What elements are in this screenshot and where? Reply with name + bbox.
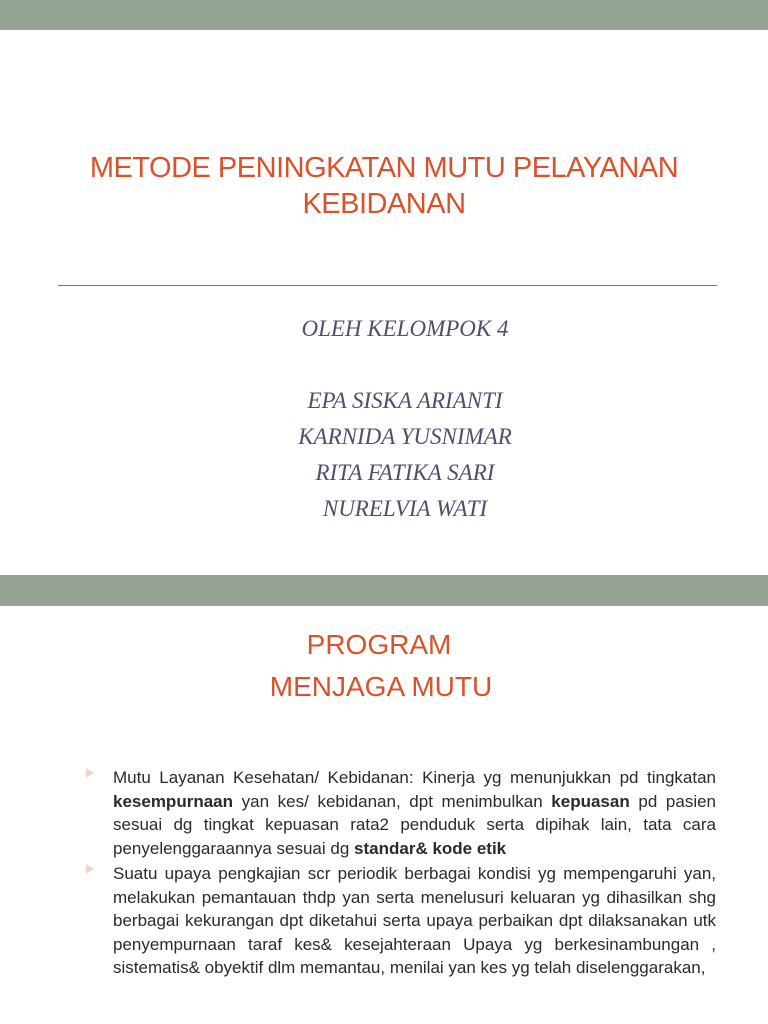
- top-band: [0, 0, 768, 30]
- bullet1-text-part: Mutu Layanan Kesehatan/ Kebidanan: Kinerja yg menunjukkan pd tingkatan: [113, 768, 716, 787]
- bullet-list: [84, 766, 716, 982]
- slide2-title: [0, 624, 768, 708]
- bullet1-bold-term: standar& kode etik: [354, 838, 507, 858]
- member-name: KARNIDA YUSNIMAR: [298, 424, 512, 449]
- bullet-item: [84, 862, 716, 980]
- slide2-title-line2: MENJAGA MUTU: [269, 671, 493, 702]
- bullet2-text: Suatu upaya pengkajian scr periodik berbagai kondisi yg mempengaruhi yan, melakukan pemantauan thdp yan serta menelusuri keluaran yg dihasilkan shg berbagai kekurangan dpt diketahui serta upaya perbaikan dpt dilaksanakan utk penyempurnaan taraf kes& kesejahteraan Upaya yg berkesinambungan , sistematis& obyektif dlm memantau, menilai yan kes yg telah diselenggarakan,: [113, 864, 716, 977]
- title-divider: [58, 285, 717, 286]
- bullet1-bold-term: kepuasan: [551, 791, 630, 811]
- slide-separator-band: [0, 575, 768, 606]
- member-name: EPA SISKA ARIANTI: [307, 388, 503, 413]
- slide1-title: [40, 150, 728, 222]
- group-label: OLEH KELOMPOK 4: [301, 316, 509, 341]
- member-list: [60, 383, 750, 527]
- member-name: NURELVIA WATI: [322, 496, 488, 521]
- bullet-arrow-icon: [86, 864, 94, 874]
- slide1-title-line1: METODE PENINGKATAN MUTU PELAYANAN: [89, 152, 679, 184]
- bullet1-text-part: yan kes/ kebidanan, dpt menimbulkan: [233, 791, 552, 811]
- slide1-title-line2: KEBIDANAN: [302, 188, 466, 220]
- bullet1-text-part: pd pasien sesuai dg tingkat kepuasan rata2 penduduk serta dipihak lain, tata cara penyelenggaraannya sesuai dg: [113, 791, 717, 858]
- bullet1-bold-term: kesempurnaan: [113, 791, 233, 811]
- slide2-title-line1: PROGRAM: [306, 629, 452, 660]
- bullet-arrow-icon: [86, 768, 94, 778]
- bullet-item: [84, 766, 716, 860]
- member-name: RITA FATIKA SARI: [315, 460, 495, 485]
